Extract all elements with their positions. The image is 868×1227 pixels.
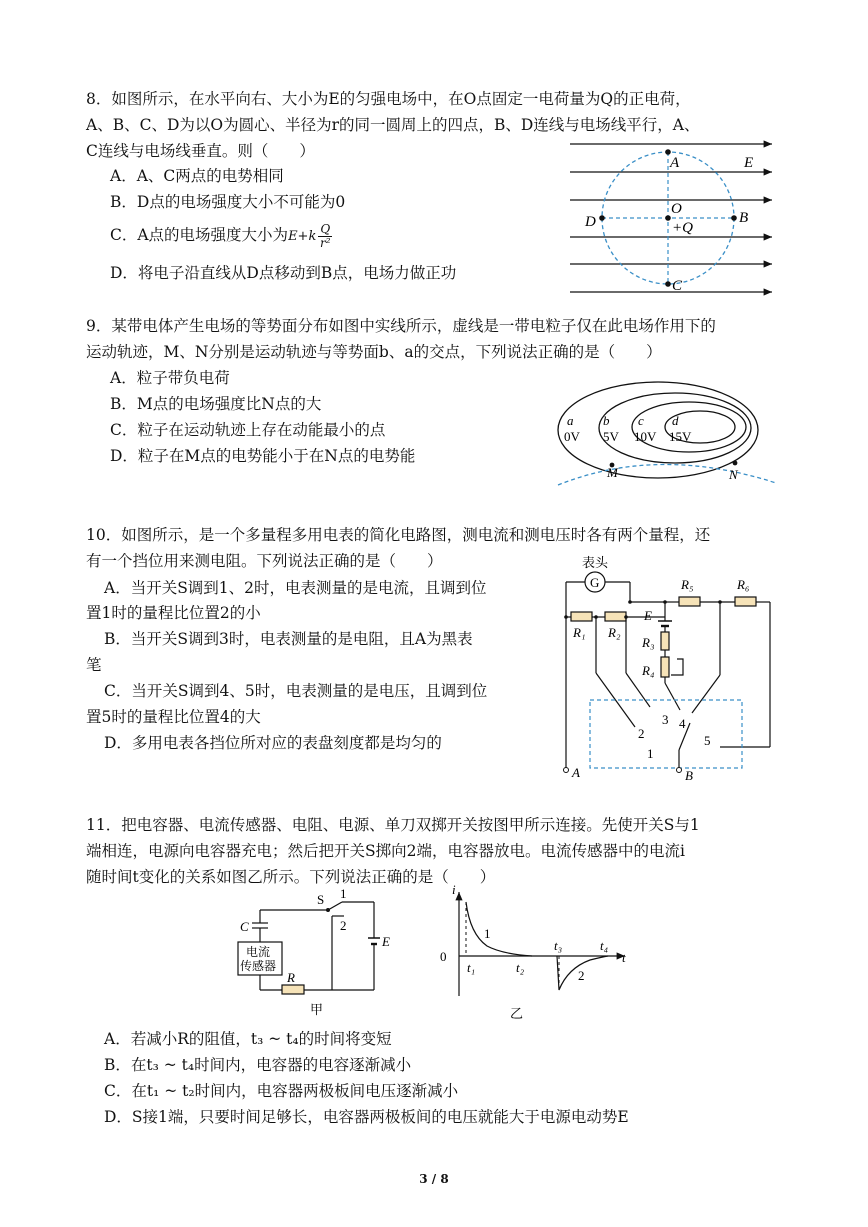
q11-line3: 随时间t变化的关系如图乙所示。下列说法正确的是（ ） (86, 868, 496, 886)
q11-option-c: C．在t₁ ~ t₂时间内，电容器两极板间电压逐渐减小 (104, 1082, 459, 1100)
label-c-value: 10V (634, 429, 657, 444)
label-b: B (739, 210, 749, 226)
resistor-r3 (661, 632, 669, 650)
galvanometer-label: G (590, 575, 600, 590)
label-t: t (622, 950, 626, 965)
rheostat-r4 (661, 657, 669, 677)
q8-option-c-text: C．A点的电场强度大小为 (110, 226, 289, 244)
switch-pos-5: 5 (704, 733, 711, 748)
label-t2: t₂ (516, 960, 525, 975)
q8-field-figure (568, 140, 788, 300)
q10-option-b-1: B．当开关S调到3时，电表测量的是电阻，且A为黑表 (104, 630, 473, 648)
label-d: d (672, 413, 679, 428)
label-a: A (670, 155, 680, 171)
switch-pos-1: 1 (647, 746, 654, 761)
q8-line1: 8．如图所示，在水平向右、大小为E的匀强电场中，在O点固定一电荷量为Q的正电荷， (86, 90, 691, 108)
q9-option-b: B．M点的电场强度比N点的大 (110, 395, 322, 413)
q10-option-c-2: 置5时的量程比位置4的大 (86, 708, 261, 726)
label-s: S (317, 892, 325, 907)
label-switch-1: 1 (340, 888, 347, 901)
q8-option-c-numerator: Q (320, 221, 331, 236)
label-q: +Q (672, 220, 693, 236)
q8-option-c-formula: E+k (288, 229, 317, 244)
equipotential-b (599, 393, 751, 463)
caption-jia: 甲 (310, 1002, 324, 1017)
resistor-r (282, 985, 304, 994)
label-t1: t₁ (467, 960, 476, 975)
page-number: 3 / 8 (419, 1172, 449, 1186)
q10-option-a-1: A．当开关S调到1、2时，电表测量的是电流，且调到位 (104, 579, 487, 597)
label-b-value: 5V (603, 429, 619, 444)
label-switch-2: 2 (340, 918, 347, 933)
sensor-label-1: 电流 (246, 945, 271, 959)
label-i: i (452, 884, 456, 897)
q10-option-b-2: 笔 (86, 656, 102, 674)
curve-label-1: 1 (484, 926, 491, 941)
label-zero: 0 (440, 949, 447, 964)
label-c: C (240, 919, 249, 934)
label-a: a (567, 413, 574, 428)
meter-label: 表头 (582, 555, 609, 570)
q9-option-d: D．粒子在M点的电势能小于在N点的电势能 (110, 447, 416, 465)
terminal-b: B (685, 768, 693, 783)
switch-pos-3: 3 (662, 712, 669, 727)
selector-switch-box (590, 700, 742, 768)
q9-line1: 9．某带电体产生电场的等势面分布如图中实线所示，虚线是一带电粒子仅在此电场作用下的 (86, 317, 716, 335)
label-r4: R₄ (642, 663, 655, 678)
charge-curve (466, 902, 532, 956)
label-r6: R₆ (737, 577, 750, 592)
q8-option-c-fraction (318, 223, 332, 250)
label-r: R (287, 970, 295, 985)
q9-option-a: A．粒子带负电荷 (110, 369, 230, 387)
q11-circuit-figure (232, 888, 407, 1018)
q8-option-d: D．将电子沿直线从D点移动到B点，电场力做正功 (110, 264, 457, 282)
q8-option-c (110, 222, 332, 250)
q11-option-a: A．若减小R的阻值，t₃ ~ t₄的时间将变短 (104, 1030, 392, 1048)
resistor-r1 (571, 612, 592, 621)
label-c: c (638, 413, 644, 428)
label-o: O (671, 201, 682, 217)
label-d-value: 15V (669, 429, 692, 444)
label-b: b (603, 413, 610, 428)
label-r1: R₁ (573, 625, 586, 640)
q9-equipotential-figure (548, 375, 778, 490)
sensor-label-2: 传感器 (240, 959, 277, 973)
q11-current-time-graph (432, 884, 632, 1024)
equipotential-a (558, 382, 758, 478)
label-e: E (744, 155, 754, 171)
label-r2: R₂ (608, 625, 621, 640)
q10-option-a-2: 置1时的量程比位置2的小 (86, 604, 261, 622)
q8-option-a: A．A、C两点的电势相同 (110, 167, 284, 185)
caption-yi: 乙 (510, 1006, 524, 1021)
q9-line2: 运动轨迹，M、N分别是运动轨迹与等势面b、a的交点，下列说法正确的是（ ） (86, 343, 662, 361)
q10-option-c-1: C．当开关S调到4、5时，电表测量的是电压，且调到位 (104, 682, 488, 700)
curve-label-2: 2 (578, 968, 585, 983)
resistor-r6 (735, 597, 756, 606)
q10-line2: 有一个挡位用来测电阻。下列说法正确的是（ ） (86, 552, 443, 570)
switch-pos-2: 2 (638, 726, 645, 741)
q8-line2: A、B、C、D为以O为圆心、半径为r的同一圆周上的四点，B、D连线与电场线平行，A、 (86, 116, 700, 134)
label-n: N (729, 467, 738, 482)
label-a-value: 0V (564, 429, 580, 444)
q11-line2: 端相连，电源向电容器充电；然后把开关S掷向2端，电容器放电。电流传感器中的电流i (86, 842, 685, 860)
label-c: C (672, 278, 683, 294)
equipotential-c (632, 402, 746, 452)
q9-option-c: C．粒子在运动轨迹上存在动能最小的点 (110, 421, 386, 439)
q8-option-c-denominator: r² (319, 235, 331, 250)
q8-line3: C连线与电场线垂直。则（ ） (86, 142, 315, 160)
q11-line1: 11．把电容器、电流传感器、电阻、电源、单刀双掷开关按图甲所示连接。先使开关S与1 (86, 816, 700, 834)
label-r3: R₃ (642, 635, 655, 650)
label-t3: t₃ (554, 938, 563, 953)
q10-line1: 10．如图所示，是一个多量程多用电表的简化电路图，测电流和测电压时各有两个量程，还 (86, 526, 711, 544)
resistor-r5 (679, 597, 700, 606)
q11-option-b: B．在t₃ ~ t₄时间内，电容器的电容逐渐减小 (104, 1056, 412, 1074)
label-e: E (644, 608, 652, 623)
label-m: M (607, 465, 618, 480)
label-d: D (585, 214, 596, 230)
q8-option-b: B．D点的电场强度大小不可能为0 (110, 193, 346, 211)
label-e: E (382, 934, 390, 949)
resistor-r2 (605, 612, 626, 621)
terminal-a: A (572, 765, 580, 780)
label-t4: t₄ (600, 938, 609, 953)
q10-multimeter-circuit (555, 555, 780, 785)
trajectory (558, 464, 776, 485)
q11-option-d: D．S接1端，只要时间足够长，电容器两极板间的电压就能大于电源电动势E (104, 1108, 629, 1126)
switch-pos-4: 4 (679, 716, 686, 731)
q10-option-d: D．多用电表各挡位所对应的表盘刻度都是均匀的 (104, 734, 442, 752)
label-r5: R₅ (681, 577, 694, 592)
